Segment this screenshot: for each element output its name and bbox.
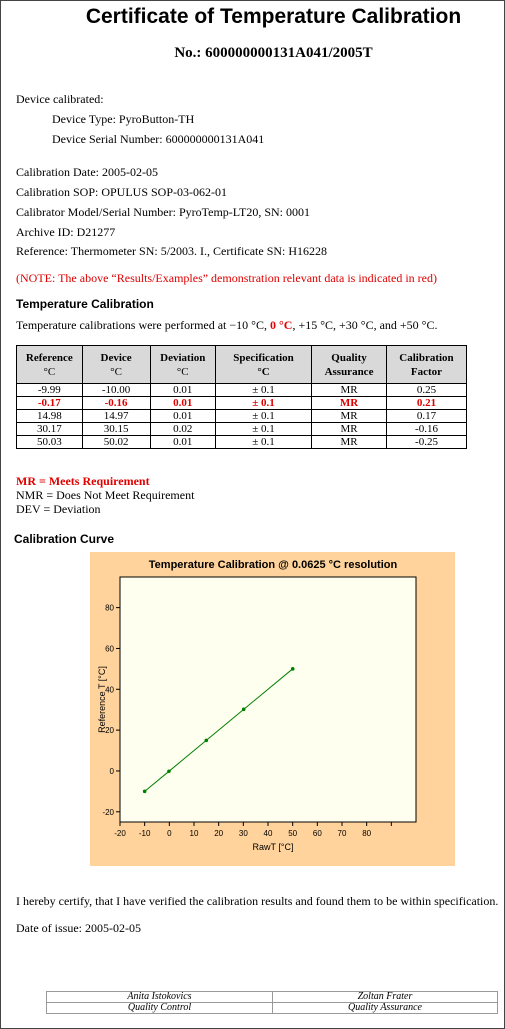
- table-cell: 30.17: [17, 423, 83, 436]
- column-header: [150, 346, 216, 384]
- certify-statement: I hereby certify, that I have verified the calibration results and found them to be within specification.: [16, 894, 499, 908]
- legend-mr: MR = Meets Requirement: [16, 474, 150, 488]
- table-body: [17, 384, 467, 449]
- x-tick-label: 50: [288, 829, 298, 838]
- column-header-line2: Factor: [410, 365, 443, 378]
- y-tick-label: 0: [109, 766, 114, 776]
- column-header-line1: Quality: [331, 351, 367, 364]
- device-serial: Device Serial Number: 600000000131A041: [52, 132, 265, 146]
- column-header-line1: Calibration: [399, 351, 454, 364]
- table-cell: ± 0.1: [216, 384, 312, 397]
- y-tick-label: 20: [105, 726, 114, 736]
- y-tick-label: -20: [102, 807, 114, 817]
- signature-names-row: [47, 992, 498, 1003]
- column-header: [82, 346, 150, 384]
- table-cell: 0.25: [386, 384, 466, 397]
- column-header-line1: Reference: [25, 351, 73, 364]
- table-cell: 14.98: [17, 410, 83, 423]
- signature-name: Zoltan Frater: [273, 992, 498, 1003]
- table-cell: -9.99: [17, 384, 83, 397]
- column-header-line1: Specification: [233, 351, 294, 364]
- table-cell: ± 0.1: [216, 436, 312, 449]
- temperature-calibration-heading: Temperature Calibration: [16, 297, 154, 311]
- y-tick-label: 40: [105, 685, 114, 695]
- table-cell: ± 0.1: [216, 397, 312, 410]
- calibration-table: [16, 345, 467, 449]
- table-cell: -10.00: [82, 384, 150, 397]
- calibration-sop: Calibration SOP: OPULUS SOP-03-062-01: [16, 185, 228, 199]
- table-cell: -0.16: [82, 397, 150, 410]
- table-cell: MR: [312, 423, 387, 436]
- column-header-line2: °C: [110, 365, 122, 378]
- data-point: [291, 667, 295, 671]
- table-cell: MR: [312, 397, 387, 410]
- column-header-line2: °C: [176, 365, 189, 378]
- y-axis-label: Reference T [°C]: [97, 666, 107, 733]
- certificate-number: No.: 600000000131A041/2005T: [174, 45, 373, 61]
- x-tick-label: 70: [337, 829, 347, 838]
- signature-role: Quality Assurance: [273, 1003, 498, 1014]
- calibration-date: Calibration Date: 2005-02-05: [16, 165, 158, 179]
- certificate-title: Certificate of Temperature Calibration: [85, 5, 462, 28]
- table-cell: -0.25: [386, 436, 466, 449]
- x-tick-label: 40: [263, 829, 273, 838]
- table-cell: 14.97: [82, 410, 150, 423]
- table-cell: 0.01: [150, 436, 216, 449]
- column-header-line1: Deviation: [160, 351, 206, 364]
- table-cell: 0.01: [150, 397, 216, 410]
- intro-text-red: 0 °C: [269, 318, 293, 332]
- column-header-line2: Assurance: [324, 365, 374, 378]
- intro-text-b: , +15 °C, +30 °C, and +50 °C.: [292, 318, 438, 332]
- device-type: Device Type: PyroButton-TH: [52, 112, 195, 126]
- signature-roles-row: [47, 1003, 498, 1014]
- table-cell: MR: [312, 436, 387, 449]
- table-cell: MR: [312, 410, 387, 423]
- table-cell: 50.02: [82, 436, 150, 449]
- data-point: [204, 739, 208, 743]
- table-cell: MR: [312, 384, 387, 397]
- plot-area: [120, 577, 416, 822]
- calibration-chart: [90, 552, 455, 866]
- y-tick-label: 80: [105, 603, 114, 613]
- signature-name: Anita Istokovics: [47, 992, 273, 1003]
- chart-title: Temperature Calibration @ 0.0625 °C resolution: [148, 559, 398, 571]
- table-header-row: [17, 346, 467, 384]
- x-tick-label: 80: [362, 829, 372, 838]
- table-cell: 0.17: [386, 410, 466, 423]
- x-tick-label: -10: [138, 829, 151, 838]
- data-point: [143, 790, 147, 794]
- column-header: [312, 346, 387, 384]
- legend-dev: DEV = Deviation: [16, 502, 101, 516]
- table-cell: ± 0.1: [216, 410, 312, 423]
- column-header: [17, 346, 83, 384]
- column-header: [216, 346, 312, 384]
- table-row: [17, 423, 467, 436]
- table-row: [17, 410, 467, 423]
- column-header-line2: °C: [257, 365, 270, 378]
- table-cell: ± 0.1: [216, 423, 312, 436]
- y-tick-label: 60: [105, 644, 114, 654]
- archive-id: Archive ID: D21277: [16, 225, 116, 239]
- x-tick-label: 20: [214, 829, 224, 838]
- data-point: [167, 770, 171, 774]
- table-cell: 30.15: [82, 423, 150, 436]
- x-tick-label: 30: [238, 829, 248, 838]
- table-cell: 0.01: [150, 410, 216, 423]
- x-axis-label: RawT [°C]: [252, 842, 294, 852]
- x-tick-label: 60: [312, 829, 322, 838]
- x-tick-label: 0: [167, 829, 172, 838]
- table-row: [17, 397, 467, 410]
- x-tick-label: -20: [114, 829, 126, 838]
- table-cell: 50.03: [17, 436, 83, 449]
- signature-table: [46, 991, 498, 1014]
- x-tick-label: 10: [189, 829, 199, 838]
- red-note: (NOTE: The above “Results/Examples” demonstration relevant data is indicated in red): [16, 271, 437, 285]
- table-cell: 0.21: [386, 397, 466, 410]
- calibrator-model: Calibrator Model/Serial Number: PyroTemp-LT20, SN: 0001: [16, 205, 311, 219]
- table-row: [17, 384, 467, 397]
- table-cell: -0.17: [17, 397, 83, 410]
- column-header-line1: Device: [100, 351, 132, 364]
- table-cell: 0.02: [150, 423, 216, 436]
- intro-text-a: Temperature calibrations were performed at −10 °C,: [16, 318, 267, 332]
- device-heading: Device calibrated:: [16, 92, 104, 106]
- chart-svg: [90, 552, 455, 866]
- table-row: [17, 436, 467, 449]
- column-header-line2: °C: [43, 365, 56, 378]
- table-cell: 0.01: [150, 384, 216, 397]
- temperature-intro: [16, 318, 437, 333]
- date-of-issue: Date of issue: 2005-02-05: [16, 921, 141, 935]
- data-point: [242, 708, 246, 712]
- table-cell: -0.16: [386, 423, 466, 436]
- legend-nmr: NMR = Does Not Meet Requirement: [16, 488, 195, 502]
- reference-thermometer: Reference: Thermometer SN: 5/2003. I., Certificate SN: H16228: [16, 244, 328, 258]
- column-header: [386, 346, 466, 384]
- calibration-curve-heading: Calibration Curve: [14, 532, 115, 546]
- signature-role: Quality Control: [47, 1003, 273, 1014]
